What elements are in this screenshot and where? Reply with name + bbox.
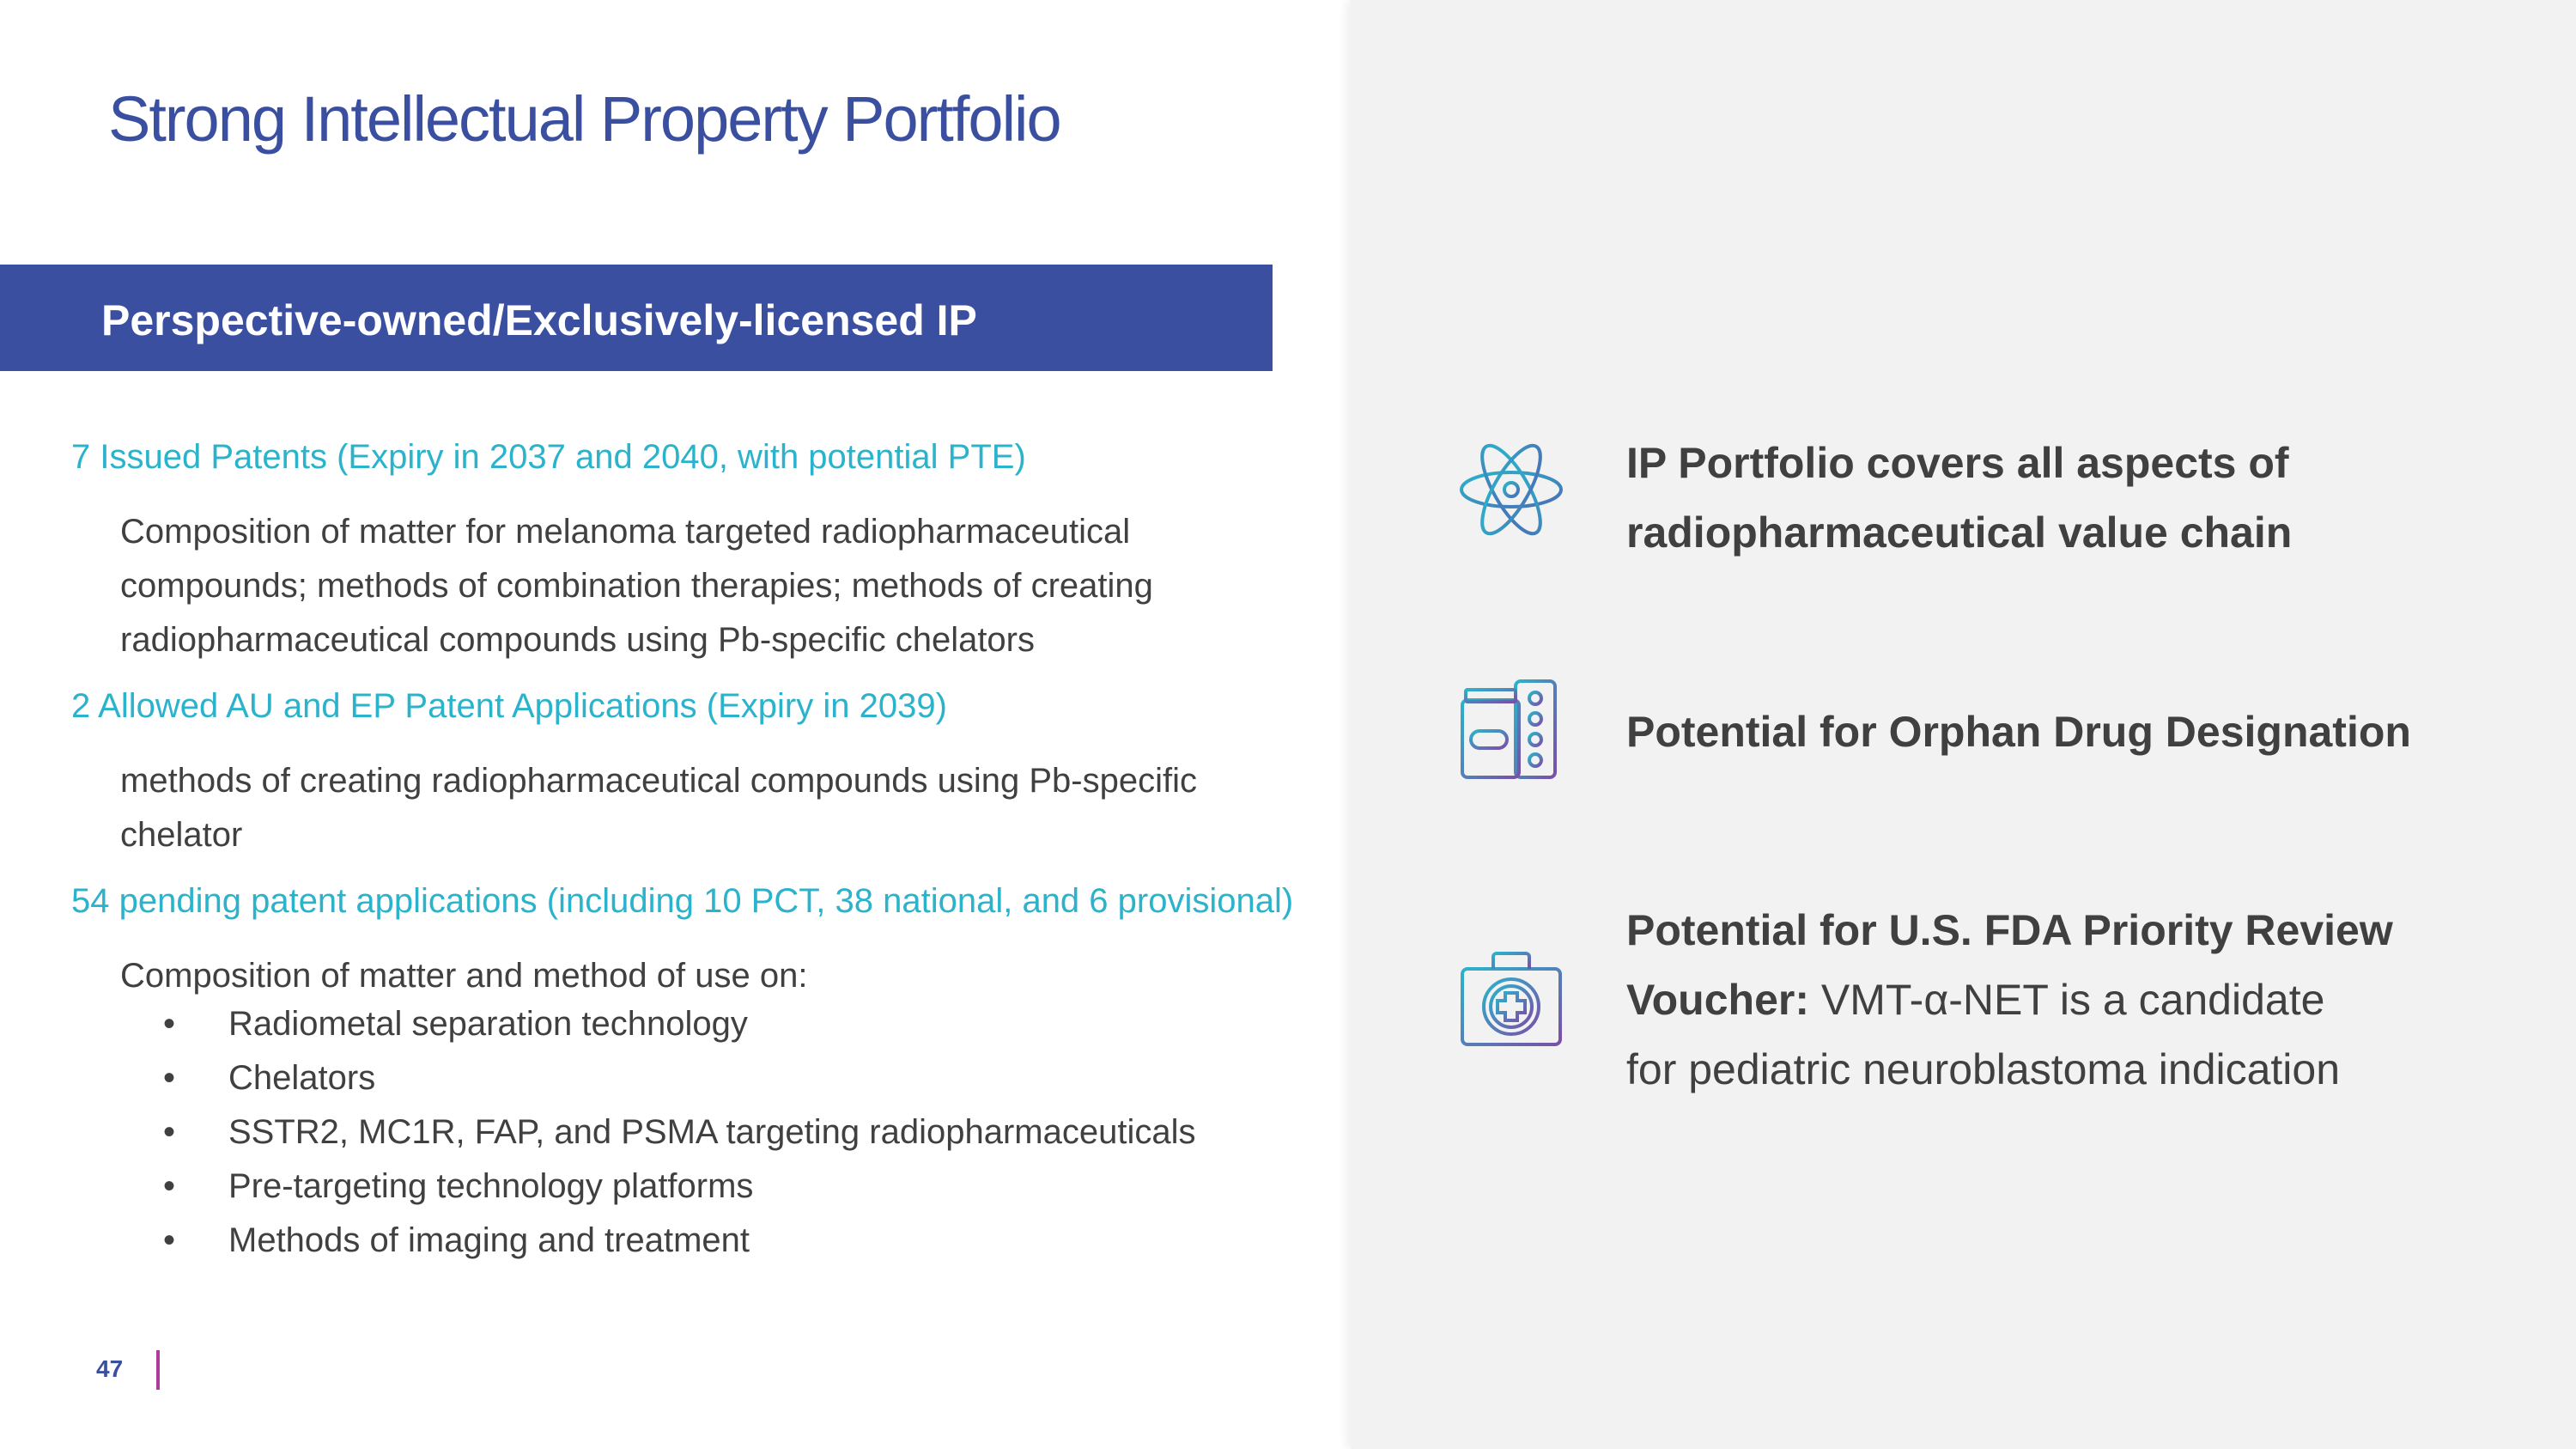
feature-line: Potential for Orphan Drug Designation: [1626, 708, 2411, 756]
list-item-text: Pre-targeting technology platforms: [228, 1167, 754, 1205]
feature-line: Potential for U.S. FDA Priority Review: [1626, 906, 2393, 954]
patent-description-line: chelator: [120, 816, 243, 854]
slide-title: Strong Intellectual Property Portfolio: [108, 83, 1060, 155]
feature-line-rest: VMT-α-NET is a candidate: [1809, 976, 2325, 1024]
feature-text-priority-review: [1626, 896, 2393, 1105]
feature-line: radiopharmaceutical value chain: [1626, 508, 2293, 557]
medicine-bottle-icon: [1455, 674, 1567, 786]
list-item-text: Radiometal separation technology: [228, 1005, 748, 1043]
medical-kit-icon: [1455, 945, 1567, 1056]
feature-text-ip-portfolio: [1626, 429, 2292, 568]
feature-line-voucher: [1626, 965, 2393, 1035]
patent-group-heading-pending: 54 pending patent applications (including 10 PCT, 38 national, and 6 provisional): [71, 882, 1294, 920]
list-item-text: SSTR2, MC1R, FAP, and PSMA targeting radiopharmaceuticals: [228, 1113, 1196, 1151]
patent-description-line: radiopharmaceutical compounds using Pb-specific chelators: [120, 621, 1035, 659]
section-header-bar: [0, 265, 1273, 371]
section-header-label: Perspective-owned/Exclusively-licensed IP: [101, 296, 977, 344]
feature-text-orphan-drug: [1626, 697, 2411, 767]
bullet-glyph: •: [163, 1221, 176, 1259]
patent-group-heading-allowed: 2 Allowed AU and EP Patent Applications (Expiry in 2039): [71, 687, 947, 725]
page-number: 47: [96, 1355, 124, 1382]
patent-description-line: Composition of matter for melanoma targeted radiopharmaceutical: [120, 513, 1131, 551]
feature-line: IP Portfolio covers all aspects of: [1626, 439, 2289, 487]
bullet-glyph: •: [163, 1113, 176, 1151]
feature-line: for pediatric neuroblastoma indication: [1626, 1045, 2341, 1093]
patent-description-line: compounds; methods of combination therapies; methods of creating: [120, 567, 1153, 605]
page-number-divider: [156, 1350, 160, 1390]
bullet-glyph: •: [163, 1059, 176, 1097]
atom-icon: [1455, 434, 1567, 545]
list-item-text: Methods of imaging and treatment: [228, 1221, 750, 1259]
list-item-text: Chelators: [228, 1059, 376, 1097]
patent-description-line: Composition of matter and method of use on:: [120, 957, 808, 995]
patent-description-line: methods of creating radiopharmaceutical compounds using Pb-specific: [120, 762, 1198, 800]
feature-line-bold: Voucher:: [1626, 976, 1809, 1024]
bullet-glyph: •: [163, 1167, 176, 1205]
bullet-glyph: •: [163, 1005, 176, 1043]
patent-group-heading-issued: 7 Issued Patents (Expiry in 2037 and 2040, with potential PTE): [71, 438, 1026, 476]
